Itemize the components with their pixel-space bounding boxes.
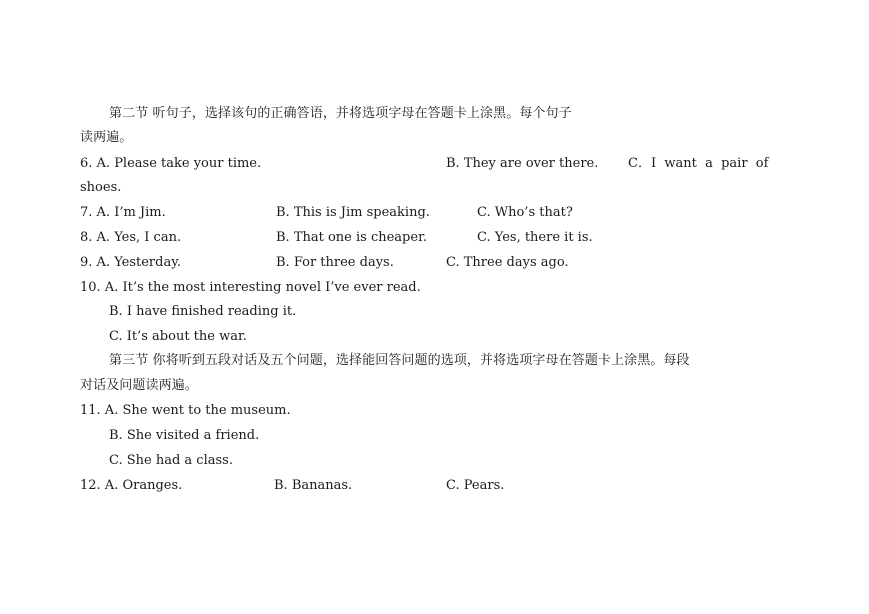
q9-option-b: B. For three days. bbox=[276, 255, 394, 270]
section2-heading-line2: 读两遍。 bbox=[80, 130, 133, 145]
q11-option-a: 11. A. She went to the museum. bbox=[80, 403, 291, 418]
q11-option-b: B. She visited a friend. bbox=[109, 428, 260, 443]
q8-option-a: 8. A. Yes, I can. bbox=[80, 230, 182, 245]
section3-heading-line2: 对话及问题读两遍。 bbox=[80, 378, 198, 393]
q10-option-a: 10. A. It’s the most interesting novel I’ve ever read. bbox=[80, 280, 421, 295]
q11-option-c: C. She had a class. bbox=[109, 453, 233, 468]
q12-option-b: B. Bananas. bbox=[274, 478, 353, 493]
q12-option-c: C. Pears. bbox=[446, 478, 505, 493]
q10-option-c: C. It’s about the war. bbox=[109, 329, 247, 344]
q7-option-b: B. This is Jim speaking. bbox=[276, 205, 430, 220]
q6-option-c: C．I want a pair of bbox=[628, 156, 769, 171]
q7-option-a: 7. A. I’m Jim. bbox=[80, 205, 166, 220]
q8-option-b: B. That one is cheaper. bbox=[276, 230, 427, 245]
section2-heading-line1: 第二节 听句子，选择该句的正确答语，并将选项字母在答题卡上涂黑。每个句子 bbox=[109, 106, 572, 121]
q7-option-c: C. Who’s that? bbox=[477, 205, 573, 220]
q6-option-c-continued: shoes. bbox=[80, 180, 122, 195]
q10-option-b: B. I have finished reading it. bbox=[109, 304, 297, 319]
q9-option-c: C. Three days ago. bbox=[446, 255, 569, 270]
q12-option-a: 12. A. Oranges. bbox=[80, 478, 183, 493]
q6-option-b: B. They are over there. bbox=[446, 156, 599, 171]
q8-option-c: C. Yes, there it is. bbox=[477, 230, 593, 245]
q6-option-a: 6. A. Please take your time. bbox=[80, 156, 262, 171]
q9-option-a: 9. A. Yesterday. bbox=[80, 255, 181, 270]
section3-heading-line1: 第三节 你将听到五段对话及五个问题，选择能回答问题的选项，并将选项字母在答题卡上涂黑。每段 bbox=[109, 353, 690, 368]
